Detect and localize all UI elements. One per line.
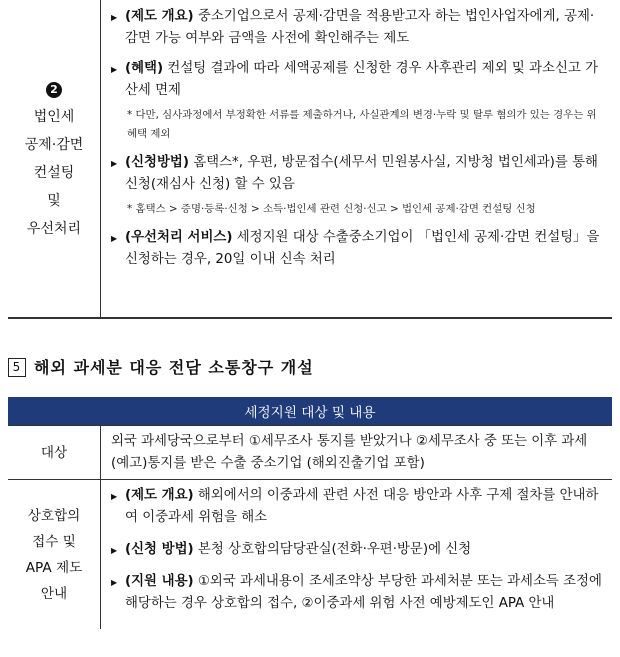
- bullet-text: 본청 상호합의담당관실(전화·우편·방문)에 신청: [193, 542, 472, 557]
- section2-label-line: 공제·감면: [24, 136, 84, 153]
- section2-badge: 2: [46, 82, 62, 98]
- bullet-item: [111, 539, 604, 561]
- target-text: 외국 과세당국으로부터 ①세무조사 통지를 받았거나 ②세무조사 중 또는 이후 과세(예고)통지를 받은 수출 중소기업 (해외진출기업 포함): [101, 426, 613, 480]
- bullet-item: [111, 152, 604, 196]
- bullet-item: [111, 485, 604, 529]
- bullet-text: ①외국 과세내용이 조세조약상 부당한 과세처분 또는 과세소득 조정에 해당하는 경우 상호합의 접수, ②이중과세 위험 사전 예방제도인 APA 안내: [125, 574, 602, 611]
- section2-label-line: 컨설팅: [33, 164, 75, 181]
- map-label-line: 접수 및: [32, 533, 76, 550]
- footnote: * 홈택스 > 증명·등록·신청 > 소득·법인세 관련 신청·신고 > 법인세 공제·감면 컨설팅 신청: [127, 203, 536, 215]
- section2-label-line: 및: [47, 192, 61, 209]
- section2-label-line: 우선처리: [26, 220, 82, 237]
- section2-label-line: 법인세: [33, 108, 75, 125]
- map-label-line: APA 제도: [25, 559, 83, 576]
- section2-label-cell: [8, 0, 101, 318]
- bullet-head: (제도 개요): [125, 488, 194, 503]
- bullet-head: (혜택): [125, 61, 164, 76]
- section5-heading: [8, 355, 314, 378]
- bullet-text: 중소기업으로서 공제·감면을 적용받고자 하는 법인사업자에게, 공제·감면 가능 여부와 금액을 사전에 확인해주는 제도: [125, 9, 595, 46]
- map-content-cell: [101, 480, 613, 630]
- bullet-head: (우선처리 서비스): [125, 230, 233, 245]
- bullet-text: 컨설팅 결과에 따라 세액공제를 신청한 경우 사후관리 제외 및 과소신고 가산세 면제: [125, 61, 599, 98]
- bullet-head: (지원 내용): [125, 574, 194, 589]
- bullet-item: [111, 571, 604, 615]
- table-header: 세정지원 대상 및 내용: [8, 397, 612, 426]
- map-label-cell: [8, 480, 101, 630]
- bullet-text: 세정지원 대상 수출중소기업이 「법인세 공제·감면 컨설팅」을 신청하는 경우, 20일 이내 신속 처리: [125, 230, 600, 267]
- section2-content-cell: [101, 0, 613, 318]
- bullet-text: 홈택스*, 우편, 방문접수(세무서 민원봉사실, 지방청 법인세과)를 통해 신청(재심사 신청) 할 수 있음: [125, 155, 598, 192]
- bullet-item: [111, 58, 604, 102]
- section2-table: [8, 0, 612, 319]
- section5-table: [8, 397, 612, 629]
- bullet-item: [111, 227, 604, 271]
- section5-title: 해외 과세분 대응 전담 소통창구 개설: [34, 358, 314, 377]
- footnote: * 다만, 심사과정에서 부정확한 서류를 제출하거나, 사실관계의 변경·누락 및 탈루 혐의가 있는 경우는 위 혜택 제외: [127, 109, 597, 140]
- bullet-head: (신청방법): [125, 155, 189, 170]
- map-label-line: 안내: [40, 585, 68, 602]
- target-label: 대상: [8, 426, 101, 480]
- bullet-item: [111, 6, 604, 50]
- bullet-head: (신청 방법): [125, 542, 194, 557]
- section5-number: 5: [8, 358, 26, 377]
- map-label-line: 상호합의: [27, 507, 81, 524]
- bullet-head: (제도 개요): [125, 9, 194, 24]
- bullet-text: 해외에서의 이중과세 관련 사전 대응 방안과 사후 구제 절차를 안내하여 이중과세 위험을 해소: [125, 488, 599, 525]
